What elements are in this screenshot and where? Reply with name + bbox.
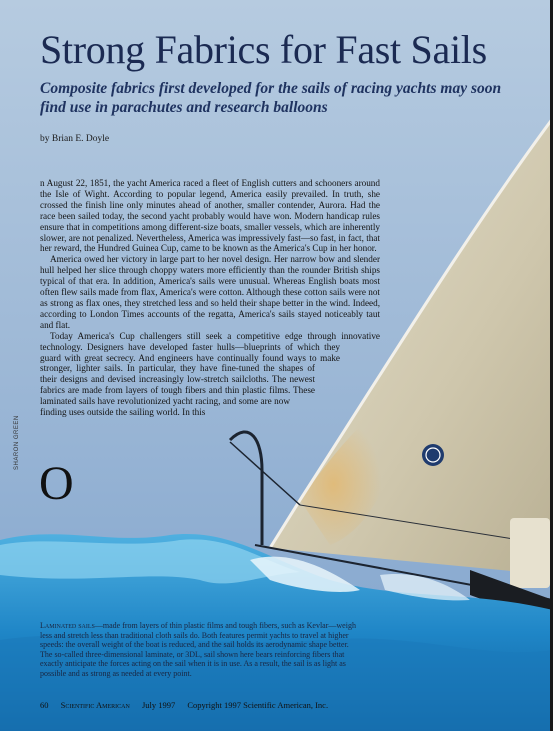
- page-number: 60: [40, 700, 49, 710]
- paragraph-3: Today America's Cup challengers still seek a competitive edge through innovative technology. Designers have developed faster hulls—blueprints of which they guard with great secrecy. And engineers have continually found ways to make stronger, lighter sails. In particular, they have fine-tuned the shapes of their designs and devised increasingly low-stretch sailcloths. The newest fabrics are made from layers of tough fibers and thin plastic films. These laminated sails have revolutionized yacht racing, and some are now finding uses outside the sailing world. In this: [40, 330, 380, 418]
- caption-text: —made from layers of thin plastic films and tough fibers, such as Kevlar—weigh less and stretch less than traditional cloth sails do. Both features permit yachts to travel at higher speeds: the overall weight of the boat is reduced, and the sail holds its aerodynamic shape better. The so-called three-dimensional laminate, or 3DL, sail shown here bears reinforcing fibers that exactly anticipate the forces acting on the sail when it is in use. As a result, the sail is as light as possible and as strong as needed at every point.: [40, 621, 356, 678]
- article-subtitle: Composite fabrics first developed for the sails of racing yachts may soon find use in parachutes and research balloons: [40, 80, 502, 116]
- copyright: Copyright 1997 Scientific American, Inc.: [187, 700, 329, 710]
- article-title: Strong Fabrics for Fast Sails: [40, 27, 487, 72]
- article-body: [39, 178, 380, 510]
- byline: by Brian E. Doyle: [40, 134, 110, 144]
- photo-caption: [40, 621, 360, 678]
- caption-lead: Laminated sails: [40, 621, 95, 630]
- issue-date: July 1997: [141, 700, 176, 710]
- page-footer: [40, 700, 338, 710]
- drop-cap: O: [39, 457, 74, 510]
- photo-credit: SHARON GREEN: [14, 415, 20, 470]
- magazine-name: Scientific American: [60, 700, 130, 710]
- paragraph-2: America owed her victory in large part to her novel design. Her narrow bow and slender hull helped her slice through choppy waters more efficiently than the rounder British ships typical of that era. In addition, America's sails were unusual. Whereas English boats most often flew sails made from flax, America's were cotton. Although these cotton sails were not as strong as flax ones, they stretched less and so held their shape better in the wind. Indeed, according to London Times accounts of the regatta, America's sails stayed noticeably taut and flat.: [40, 254, 380, 330]
- paragraph-1: O n August 22, 1851, the yacht America raced a fleet of English cutters and schooners around the Isle of Wight. According to popular legend, America easily prevailed. In truth, she crossed the finish line only minutes ahead of another, smaller contender, Aurora. Had the race been sailed today, the second yacht probably would have won. Modern handicap rules ensure that in competitions among different-size boats, smaller vessels, which are inherently slower, are not penalized. Nevertheless, America was impressively fast—so fast, in fact, that her reward, the Hundred Guinea Cup, came to be known as the America's Cup in her honor.: [39, 178, 380, 510]
- sail-emblem-icon: [422, 444, 444, 466]
